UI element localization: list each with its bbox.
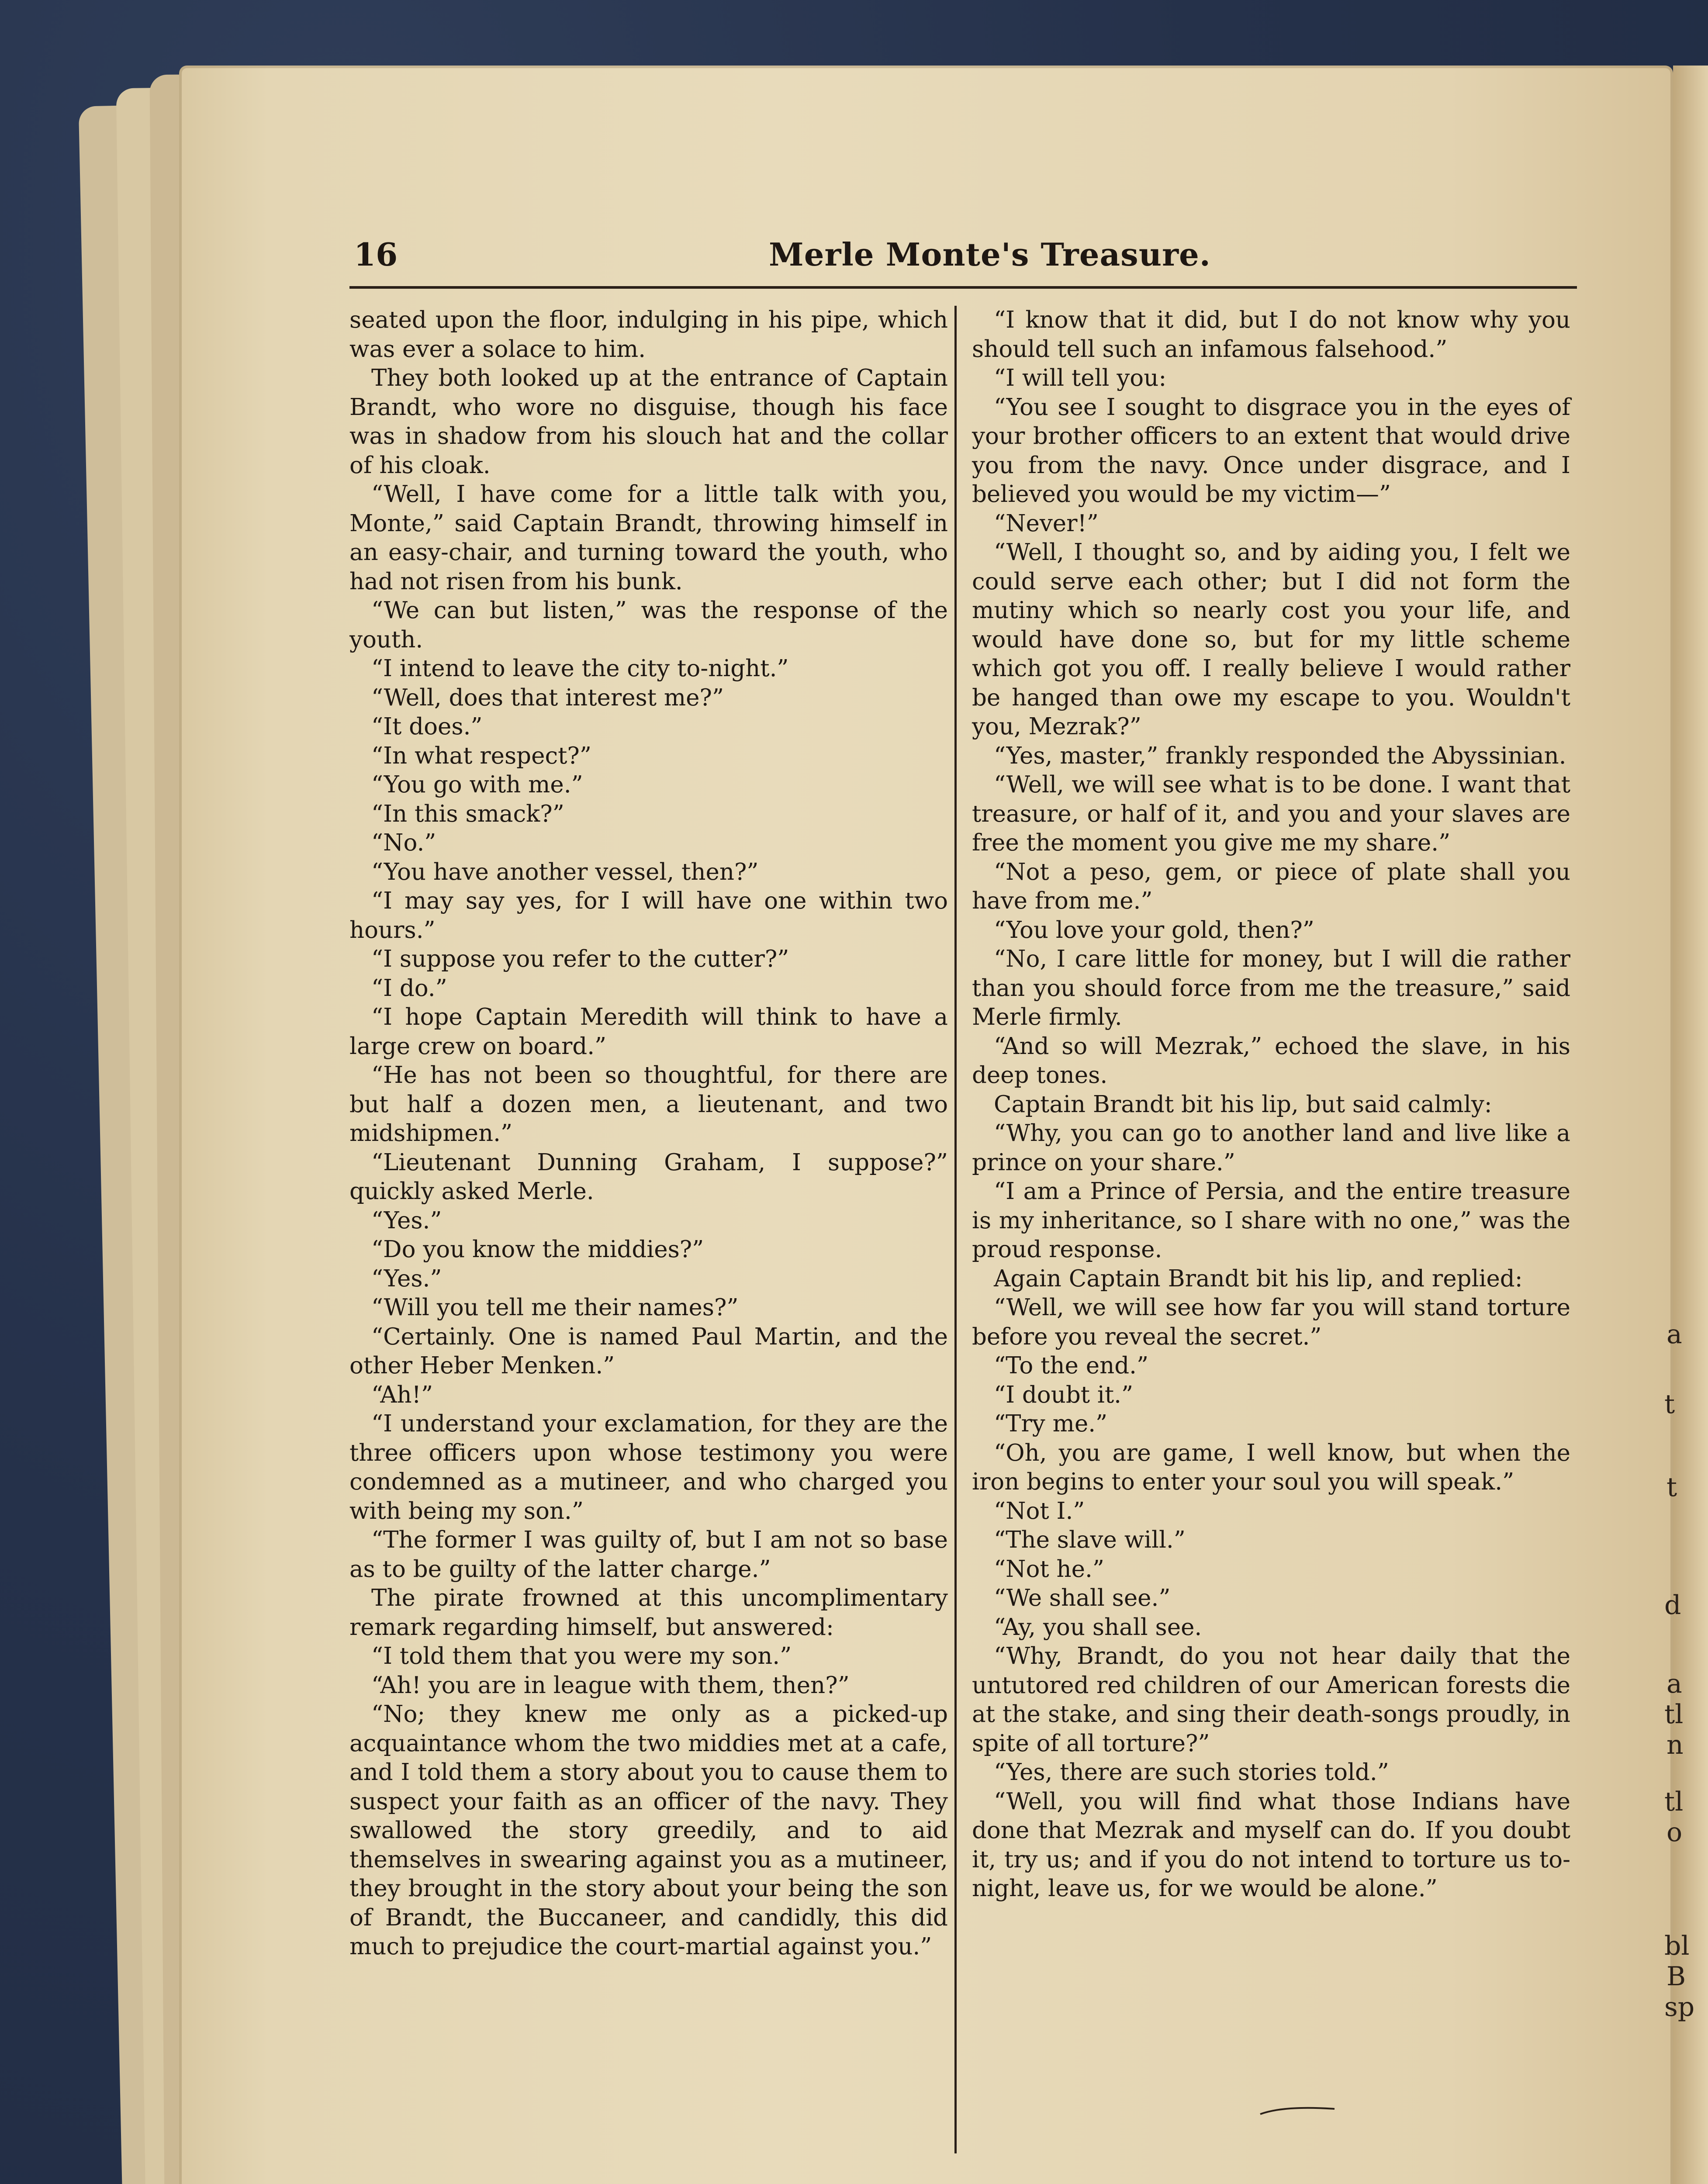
fragment-letter: a	[1667, 1669, 1682, 1699]
fragment-letter: bl	[1664, 1931, 1690, 1961]
fragment-letter: t	[1667, 1472, 1677, 1503]
paragraph: “The slave will.”	[994, 1527, 1186, 1553]
left-column	[349, 306, 948, 1962]
paragraph: “Well, does that interest me?”	[371, 684, 724, 711]
column-divider	[954, 306, 957, 2153]
paragraph: “Will you tell me their names?”	[371, 1294, 739, 1321]
page-header	[354, 236, 1577, 280]
right-column	[972, 306, 1570, 1904]
paragraph: “No.”	[371, 829, 436, 856]
paragraph: “No; they knew me only as a picked-up acquaintance whom the two middies met at a cafe, and I told them a story about you to cause them to suspect your faith as an officer of the navy. They swallowed the story greedily, and to aid themselves in swearing against you as a mutineer, they brought in the story about your being the son of Brandt, the Buccaneer, and candidly, this did much to prejudice the court-martial against you.”	[349, 1701, 948, 1960]
paragraph: “Ah! you are in league with them, then?”	[371, 1672, 850, 1699]
paragraph: “Try me.”	[994, 1410, 1108, 1437]
paragraph: “Well, we will see what is to be done. I want that treasure, or half of it, and you and your slaves are free the moment you give me my share.”	[972, 771, 1570, 856]
page-number: 16	[354, 236, 398, 273]
paragraph: “I told them that you were my son.”	[371, 1643, 792, 1669]
fragment-letter: a	[1667, 1319, 1682, 1350]
paragraph: “I understand your exclamation, for they are the three officers upon whose testimony you were condemned as a mutineer, and who charged you with being my son.”	[349, 1410, 948, 1524]
fragment-letter: n	[1667, 1730, 1684, 1760]
fragment-letter: B	[1667, 1961, 1686, 1992]
paragraph: “Lieutenant Dunning Graham, I suppose?” quickly asked Merle.	[349, 1149, 948, 1205]
fragment-letter: tl	[1664, 1787, 1684, 1817]
paragraph: “Oh, you are game, I well know, but when the iron begins to enter your soul you will speak.”	[972, 1439, 1570, 1495]
paragraph: “Why, Brandt, do you not hear daily that the untutored red children of our American forests die at the stake, and sing their death-songs proudly, in spite of all torture?”	[972, 1643, 1570, 1757]
paragraph: “I intend to leave the city to-night.”	[371, 655, 789, 682]
paragraph: “Not he.”	[994, 1555, 1104, 1583]
paragraph: “Yes.”	[371, 1265, 442, 1292]
paragraph: “I may say yes, for I will have one within two hours.”	[349, 888, 948, 943]
paragraph: Again Captain Brandt bit his lip, and replied:	[994, 1265, 1523, 1292]
paragraph: “I will tell you:	[994, 365, 1167, 391]
facing-page-fragments	[1616, 114, 1708, 2184]
paragraph: “Well, you will find what those Indians have done that Mezrak and myself can do. If you doubt it, try us; and if you do not intend to torture us to-night, leave us, for we would be alone.”	[972, 1788, 1570, 1902]
paragraph: “To the end.”	[994, 1352, 1149, 1379]
fragment-letter: sp	[1664, 1992, 1695, 2022]
paragraph: “Ah!”	[371, 1381, 433, 1408]
paragraph: seated upon the floor, indulging in his pipe, which was ever a solace to him.	[349, 307, 948, 363]
paragraph: The pirate frowned at this uncomplimentary remark regarding himself, but answered:	[349, 1585, 948, 1641]
paragraph: “Well, I thought so, and by aiding you, I felt we could serve each other; but I did not form the mutiny which so nearly cost you your life, and would have done so, but for my little scheme which got you off. I really believe I would rather be hanged than owe my escape to you. Wouldn't you, Mezrak?”	[972, 539, 1570, 740]
paragraph: “You love your gold, then?”	[994, 916, 1314, 943]
paragraph: “It does.”	[371, 713, 483, 740]
paragraph: “No, I care little for money, but I will die rather than you should force from me the treasure,” said Merle firmly.	[972, 946, 1570, 1030]
paragraph: “I suppose you refer to the cutter?”	[371, 946, 789, 972]
paragraph: “I am a Prince of Persia, and the entire treasure is my inheritance, so I share with no one,” was the proud response.	[972, 1178, 1570, 1263]
paragraph: “Do you know the middies?”	[371, 1236, 704, 1263]
paragraph: “Never!”	[994, 510, 1099, 537]
fragment-letter: o	[1667, 1817, 1683, 1848]
paragraph: “Why, you can go to another land and live like a prince on your share.”	[972, 1120, 1570, 1176]
paragraph: They both looked up at the entrance of Captain Brandt, who wore no disguise, though his face was in shadow from his slouch hat and the collar of his cloak.	[349, 365, 948, 479]
paragraph: “I do.”	[371, 975, 447, 1002]
fragment-letter: t	[1664, 1389, 1675, 1420]
fragment-letter: tl	[1664, 1699, 1684, 1730]
running-title: Merle Monte's Treasure.	[769, 236, 1211, 273]
paragraph: “In what respect?”	[371, 742, 591, 769]
paragraph: “You see I sought to disgrace you in the eyes of your brother officers to an extent that would drive you from the navy. Once under disgrace, and I believed you would be my victim—”	[972, 394, 1570, 508]
paragraph: “In this smack?”	[371, 800, 564, 827]
fragment-letter: d	[1664, 1590, 1681, 1621]
paragraph: “I doubt it.”	[994, 1381, 1134, 1408]
paragraph: Captain Brandt bit his lip, but said calmly:	[994, 1091, 1492, 1118]
paragraph: “And so will Mezrak,” echoed the slave, in his deep tones.	[972, 1033, 1570, 1089]
paragraph: “You have another vessel, then?”	[371, 858, 759, 885]
header-rule	[349, 286, 1577, 289]
paragraph: “He has not been so thoughtful, for there are but half a dozen men, a lieutenant, and two midshipmen.”	[349, 1062, 948, 1147]
paragraph: “Well, we will see how far you will stand torture before you reveal the secret.”	[972, 1294, 1570, 1350]
paragraph: “Not a peso, gem, or piece of plate shall you have from me.”	[972, 858, 1570, 914]
end-flourish	[1258, 2101, 1337, 2118]
paragraph: “Ay, you shall see.	[994, 1614, 1202, 1641]
paragraph: “Yes.”	[371, 1207, 442, 1234]
paragraph: “Well, I have come for a little talk with you, Monte,” said Captain Brandt, throwing himself in an easy-chair, and turning toward the youth, who had not risen from his bunk.	[349, 481, 948, 595]
paragraph: “The former I was guilty of, but I am not so base as to be guilty of the latter charge.”	[349, 1527, 948, 1583]
paragraph: “I hope Captain Meredith will think to have a large crew on board.”	[349, 1004, 948, 1060]
paragraph: “Yes, master,” frankly responded the Abyssinian.	[994, 742, 1566, 769]
paragraph: “We can but listen,” was the response of the youth.	[349, 597, 948, 653]
paragraph: “You go with me.”	[371, 771, 583, 798]
paragraph: “Yes, there are such stories told.”	[994, 1759, 1389, 1786]
paragraph: “We shall see.”	[994, 1585, 1171, 1611]
paragraph: “Not I.”	[994, 1497, 1085, 1524]
paragraph: “I know that it did, but I do not know why you should tell such an infamous falsehood.”	[972, 307, 1570, 363]
paragraph: “Certainly. One is named Paul Martin, and the other Heber Menken.”	[349, 1323, 948, 1379]
